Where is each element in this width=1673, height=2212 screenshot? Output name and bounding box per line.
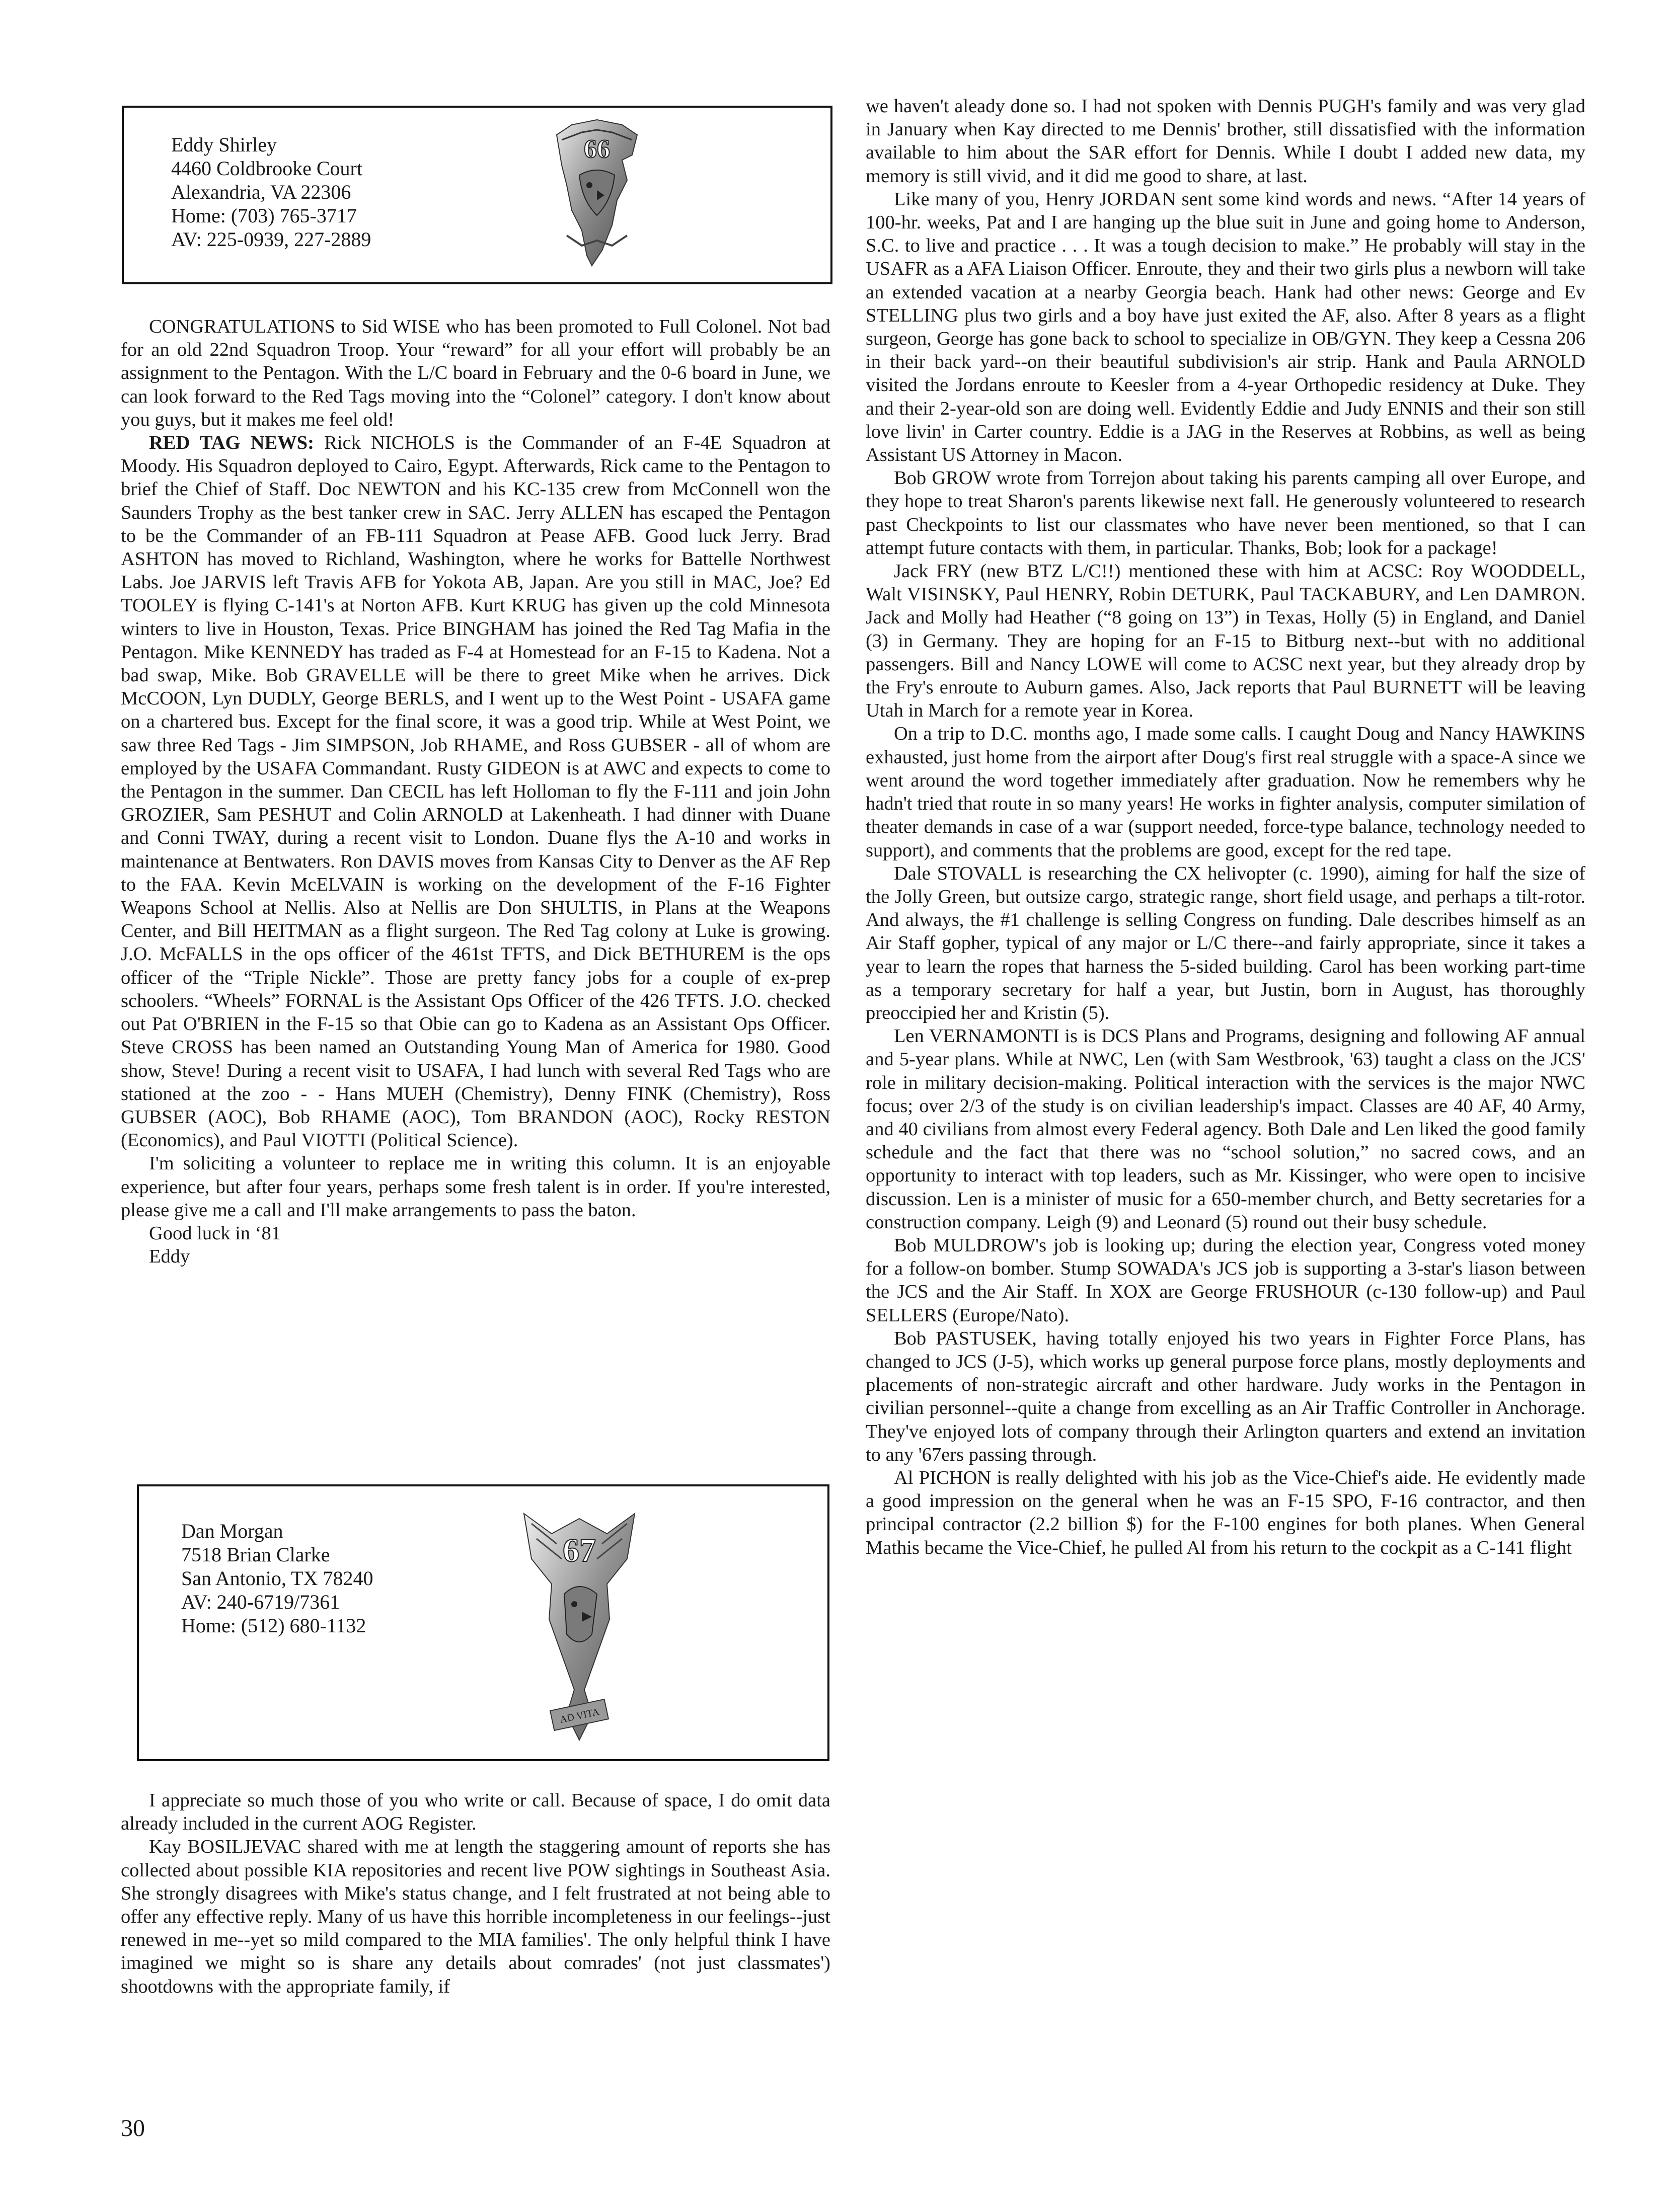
- class-of-66-crest-icon: [552, 115, 642, 271]
- paragraph-congratulations: CONGRATULATIONS to Sid WISE who has been promoted to Full Colonel. Not bad for an old 22nd Squadron Troop. Your “reward” for all your effort will probably be an assignment to the Pentagon. With the L/C board in February and the 0-6 board in June, we can look forward to the Red Tags moving into the “Colonel” category. I don't know about you guys, but it makes me feel old!: [121, 316, 830, 430]
- paragraph-fry: Jack FRY (new BTZ L/C!!) mentioned these with him at ACSC: Roy WOODDELL, Walt VISINSKY, Paul HENRY, Robin DETURK, Paul TACKABURY, and Len DAMRON. Jack and Molly had Heather (“8 going on 13”) in Texas, Holly (5) in England, and Daniel (3) in Germany. They are hoping for an F-15 to Bitburg next--but with no additional passengers. Bill and Nancy LOWE will come to ACSC next year, but they already drop by the Fry's enroute to Auburn games. Also, Jack reports that Paul BURNETT will be leaving Utah in March for a remote year in Korea.: [866, 561, 1585, 722]
- contact-av-phone: AV: 240-6719/7361: [181, 1591, 340, 1613]
- address-block: [171, 133, 371, 251]
- column-left-part-1: [121, 315, 830, 1268]
- signature: Eddy: [149, 1246, 190, 1268]
- paragraph-appreciation: I appreciate so much those of you who write or call. Because of space, I do omit data already included in the current AOG Register.: [121, 1790, 830, 1835]
- paragraph-red-tag-news: [121, 431, 830, 1152]
- paragraph-bosiljevac: Kay BOSILJEVAC shared with me at length the staggering amount of reports she has collected about possible KIA repositories and recent live POW sightings in Southeast Asia. She strongly disagrees with Mike's status change, and I felt frustrated at not being able to offer any effective reply. Many of us have this horrible incompleteness in our feelings--just renewed in me--yet so mild compared to the MIA families'. The only helpful think I have imagined we might so is share any details about comrades' (not just classmates') shootdowns with the appropriate family, if: [121, 1836, 830, 1997]
- contact-box-dan-morgan: [137, 1484, 829, 1761]
- paragraph-stovall: Dale STOVALL is researching the CX helivopter (c. 1990), aiming for half the size of the Jolly Green, but outsize cargo, strategic range, short field usage, and perhaps a tilt-rotor. And always, the #1 challenge is selling Congress on funding. Dale describes himself as an Air Staff gopher, typical of any major or L/C there--and fairly appropriate, since it takes a year to learn the ropes that harness the 5-sided building. Carol has been working part-time as a temporary secretary for half a year, but Justin, born in August, has thoroughly preoccipied her and Kristin (5).: [866, 862, 1585, 1023]
- contact-box-eddy-shirley: [122, 106, 832, 284]
- paragraph-hawkins: On a trip to D.C. months ago, I made some calls. I caught Doug and Nancy HAWKINS exhausted, just home from the airport after Doug's first real struggle with a space-A since we went around the word together immediately after graduation. Now he remembers why he hadn't tried that route in so many years! He works in fighter analysis, computer similation of theater demands in case of a war (support needed, force-type balance, technology needed to support), and comments that the problems are good, except for the red tape.: [866, 723, 1585, 861]
- red-tag-news-body: Rick NICHOLS is the Commander of an F-4E Squadron at Moody. His Squadron deployed to Cairo, Egypt. Afterwards, Rick came to the Pentagon to brief the Chief of Staff. Doc NEWTON and his KC-135 crew from McConnell won the Saunders Trophy as the best tanker crew in SAC. Jerry ALLEN has escaped the Pentagon to be the Commander of an FB-111 Squadron at Pease AFB. Good luck Jerry. Brad ASHTON has moved to Richland, Washington, where he works for Battelle Northwest Labs. Joe JARVIS left Travis AFB for Yokota AB, Japan. Are you still in MAC, Joe? Ed TOOLEY is flying C-141's at Norton AFB. Kurt KRUG has given up the cold Minnesota winters to live in Houston, Texas. Price BINGHAM has joined the Red Tag Mafia in the Pentagon. Mike KENNEDY has traded as F-4 at Homestead for an F-15 to Kadena. Not a bad swap, Mike. Bob GRAVELLE will be there to greet Mike when he arrives. Dick McCOON, Lyn DUDLY, George BERLS, and I went up to the West Point - USAFA game on a chartered bus. Except for the final score, it was a good trip. While at West Point, we saw three Red Tags - Jim SIMPSON, Job RHAME, and Ross GUBSER - all of whom are employed by the USAFA Commandant. Rusty GIDEON is at AWC and expects to come to the Pentagon in the summer. Dan CECIL has left Holloman to fly the F-111 and join John GROZIER, Sam PESHUT and Colin ARNOLD at Lakenheath. I had dinner with Duane and Conni TWAY, during a recent visit to London. Duane flys the A-10 and works in maintenance at Bentwaters. Ron DAVIS moves from Kansas City to Denver as the AF Rep to the FAA. Kevin McELVAIN is working on the development of the F-16 Fighter Weapons School at Nellis. Also at Nellis are Don SHULTIS, in Plans at the Weapons Center, and Bill HEITMAN as a flight surgeon. The Red Tag colony at Luke is growing. J.O. McFALLS in the ops officer of the 461st TFTS, and Dick BETHUREM is the ops officer of the “Triple Nickle”. Those are pretty fancy jobs for a couple of ex-prep schoolers. “Wheels” FORNAL is the Assistant Ops Officer of the 426 TFTS. J.O. checked out Pat O'BRIEN in the F-15 so that Obie can go to Kadena as an Assistant Ops Officer. Steve CROSS has been named an Outstanding Young Man of America for 1980. Good show, Steve! During a recent visit to USAFA, I had lunch with several Red Tags who are stationed at the zoo - - Hans MUEH (Chemistry), Denny FINK (Chemistry), Ross GUBSER (AOC), Bob RHAME (AOC), Tom BRANDON (AOC), Rocky RESTON (Economics), and Paul VIOTTI (Political Science).: [121, 432, 830, 1151]
- crest-motto-text: AD VITA: [559, 1706, 600, 1725]
- contact-street: 4460 Coldbrooke Court: [171, 157, 362, 180]
- contact-home-phone: Home: (703) 765-3717: [171, 204, 357, 227]
- paragraph-muldrow: Bob MULDROW's job is looking up; during the election year, Congress voted money for a follow-on bomber. Stump SOWADA's JCS job is supporting a 3-star's liason between the JCS and the Air Staff. In XOX are George FRUSHOUR (c-130 follow-up) and Paul SELLERS (Europe/Nato).: [866, 1234, 1585, 1326]
- contact-name: Eddy Shirley: [171, 133, 277, 156]
- contact-street: 7518 Brian Clarke: [181, 1543, 330, 1566]
- address-block: [181, 1519, 373, 1637]
- contact-home-phone: Home: (512) 680-1132: [181, 1614, 366, 1637]
- red-tag-news-heading: RED TAG NEWS:: [149, 432, 314, 454]
- contact-name: Dan Morgan: [181, 1520, 283, 1542]
- paragraph-continued: we haven't aleady done so. I had not spoken with Dennis PUGH's family and was very glad in January when Kay directed to me Dennis' brother, still dissatisfied with the information available to him about the SAR effort for Dennis. While I doubt I added new data, my memory is still vivid, and it did me good to share, at last.: [866, 96, 1585, 187]
- page-number: 30: [121, 2115, 145, 2142]
- column-right: [866, 95, 1585, 1559]
- paragraph-grow: Bob GROW wrote from Torrejon about taking his parents camping all over Europe, and they hope to treat Sharon's parents likewise next fall. He generously volunteered to research past Checkpoints to list our classmates who have never been mentioned, so that I can attempt future contacts with them, in particular. Thanks, Bob; look for a package!: [866, 467, 1585, 559]
- paragraph-volunteer-request: I'm soliciting a volunteer to replace me in writing this column. It is an enjoyable experience, but after four years, perhaps some fresh talent is in order. If you're interested, please give me a call and I'll make arrangements to pass the baton.: [121, 1153, 830, 1221]
- paragraph-vernamonti: Len VERNAMONTI is is DCS Plans and Programs, designing and following AF annual and 5-year plans. While at NWC, Len (with Sam Westbrook, '63) taught a class on the JCS' role in military decision-making. Political interaction with the services is the major NWC focus; over 2/3 of the study is on civilian leadership's impact. Classes are 40 AF, 40 Army, and 40 civilians from almost every Federal agency. Both Dale and Len liked the good family schedule and the fact that there was no “school solution,” no sacred cows, and an opportunity to interact with top leaders, such as Mr. Kissinger, who were open to incisive discussion. Len is a minister of music for a 650-member church, and Betty secretaries for a construction company. Leigh (9) and Leonard (5) round out their busy schedule.: [866, 1025, 1585, 1233]
- paragraph-pastusek: Bob PASTUSEK, having totally enjoyed his two years in Fighter Force Plans, has changed to JCS (J-5), which works up general purpose force plans, mostly deployments and placements of non-strategic aircraft and other hardware. Judy works in the Pentagon in civilian personnel--quite a change from excelling as an Air Traffic Controller in Anchorage. They've enjoyed lots of company through their Arlington quarters and extend an invitation to any '67ers passing through.: [866, 1327, 1585, 1465]
- class-of-67-crest-icon: [521, 1504, 637, 1745]
- contact-city: Alexandria, VA 22306: [171, 181, 351, 203]
- paragraph-jordan: Like many of you, Henry JORDAN sent some kind words and news. “After 14 years of 100-hr. weeks, Pat and I are hanging up the blue suit in June and going home to Anderson, S.C. to live and practice . . . It was a tough decision to make.” He probably will stay in the USAFR as a AFA Liaison Officer. Enroute, they and their two girls plus a newborn will take an extended vacation at a nearby Georgia beach. Hank had other news: George and Ev STELLING plus two girls and a boy have just exited the AF, also. After 8 years as a flight surgeon, George has gone back to school to specialize in OB/GYN. They keep a Cessna 206 in their back yard--on their beautiful subdivision's air strip. Hank and Paula ARNOLD visited the Jordans enroute to Keesler from a 4-year Orthopedic residency at Duke. They and their 2-year-old son are doing well. Evidently Eddie and Judy ENNIS and their son still love livin' in Carter country. Eddie is a JAG in the Reserves at Robbins, as well as being Assistant US Attorney in Macon.: [866, 188, 1585, 466]
- crest-year-text: 67: [563, 1532, 596, 1569]
- paragraph-pichon: Al PICHON is really delighted with his job as the Vice-Chief's aide. He evidently made a good impression on the general when he was an F-15 SPO, F-16 contractor, and then principal contractor (2.2 billion $) for the F-100 engines for both planes. When General Mathis became the Vice-Chief, he pulled Al from his return to the cockpit as a C-141 flight: [866, 1467, 1585, 1558]
- crest-year-text: 66: [584, 135, 610, 164]
- contact-av-phone: AV: 225-0939, 227-2889: [171, 228, 371, 251]
- column-left-part-2: [121, 1789, 830, 1998]
- contact-city: San Antonio, TX 78240: [181, 1567, 373, 1590]
- closing-line: Good luck in ‘81: [149, 1222, 281, 1244]
